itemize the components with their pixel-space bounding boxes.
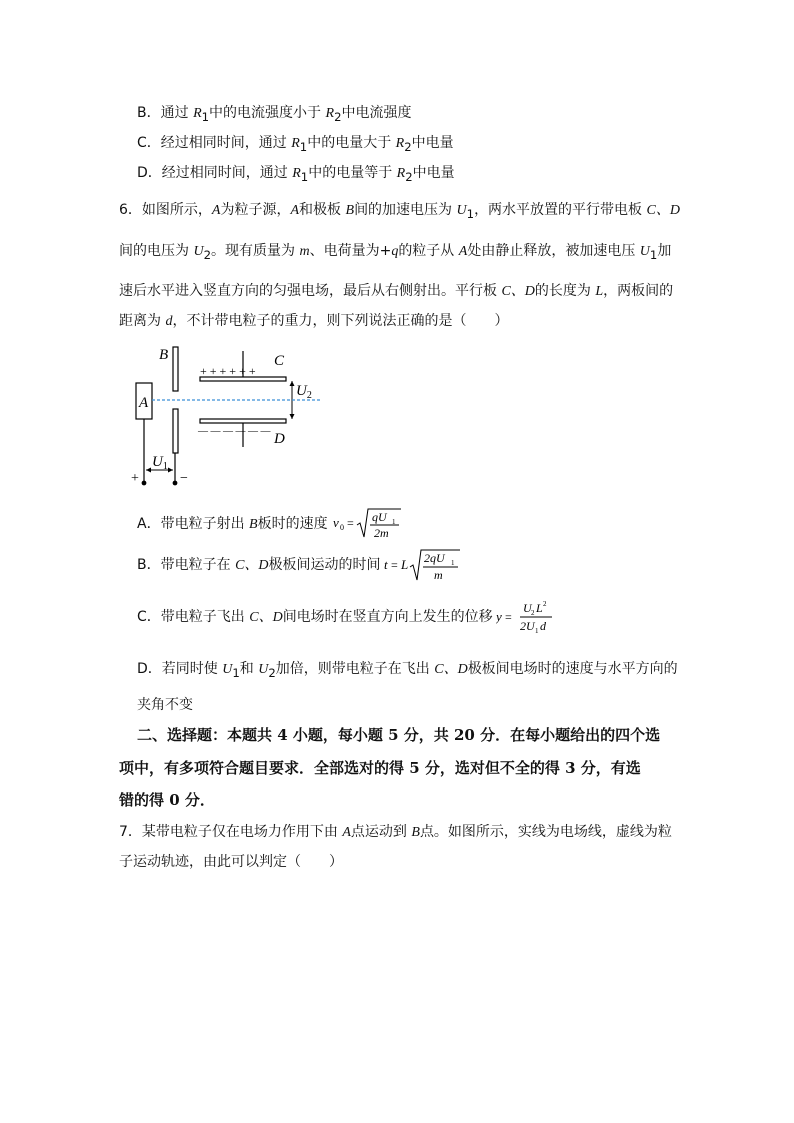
var: q <box>391 244 399 259</box>
y-symbol: y <box>496 609 502 624</box>
text: 速后水平进入竖直方向的匀强电场，最后从右侧射出。平行板 <box>119 283 502 299</box>
sub: 1 <box>299 139 308 154</box>
text: 间电场时在竖直方向上发生的位移 <box>282 609 493 625</box>
option-label: B． <box>137 105 161 121</box>
var: U <box>456 203 467 218</box>
text: 的粒子从 <box>398 243 459 259</box>
sub: 2 <box>203 247 211 262</box>
option-text: 通过 <box>160 105 194 121</box>
sub: 2 <box>268 665 276 680</box>
text: A．带电粒子射出 <box>137 516 250 532</box>
eq: = <box>391 558 398 572</box>
text: 和 <box>239 661 259 677</box>
var: A <box>290 203 300 218</box>
q5-option-d <box>137 163 455 187</box>
label-c: C <box>274 353 285 369</box>
var-r: R <box>325 106 335 121</box>
var: U <box>222 662 233 677</box>
plate-d <box>200 419 286 423</box>
section2-line3: 错的得 0 分． <box>119 791 215 809</box>
var-r: R <box>396 166 406 181</box>
option-text: 中的电流强度小于 <box>209 105 326 121</box>
option-text: 中的电量大于 <box>307 135 396 151</box>
q6-option-a <box>137 514 328 535</box>
text: 加 <box>657 243 672 259</box>
q7-stem-line1 <box>119 822 672 843</box>
num-sup: 2 <box>543 600 547 608</box>
var-r: R <box>395 136 405 151</box>
formula-y <box>496 596 556 636</box>
sub: 1 <box>466 206 475 221</box>
terminal-plus: + <box>131 471 139 486</box>
var-r: R <box>193 106 202 121</box>
text: ，不计带电粒子的重力，则下列说法正确的是（ ） <box>172 313 509 329</box>
num-l: L <box>536 601 543 615</box>
text: ，两板间的 <box>603 283 674 299</box>
text: D．若同时使 <box>137 661 223 677</box>
u2-arrowhead-bottom <box>290 414 295 419</box>
var: B <box>345 203 355 218</box>
label-b: B <box>159 347 169 363</box>
q6-option-c <box>137 607 493 628</box>
text: 间的电压为 <box>119 243 194 259</box>
text: 极板间电场时的速度与水平方向的 <box>467 661 678 677</box>
q6-option-b <box>137 555 381 576</box>
u1-arrowhead-left <box>146 468 151 473</box>
q6-option-d-line2: 夹角不变 <box>137 697 193 713</box>
text: 、电荷量为+ <box>309 243 392 259</box>
v0-sub: 0 <box>340 523 344 532</box>
sub: 2 <box>405 169 413 184</box>
eq: = <box>505 610 512 624</box>
text: 的长度为 <box>534 283 596 299</box>
den-d: d <box>540 619 546 633</box>
text: 7．某带电粒子仅在电场力作用下由 <box>119 824 343 840</box>
sub: 2 <box>334 109 342 124</box>
terminal-minus: − <box>180 471 188 486</box>
minus-signs: — — — — — — <box>198 426 271 437</box>
var: U <box>258 662 269 677</box>
var: A <box>458 244 468 259</box>
section2-line1: 二、选择题：本题共 4 小题，每小题 5 分，共 20 分．在每小题给出的四个选 <box>137 726 661 744</box>
text: 处由静止释放，被加速电压 <box>467 243 640 259</box>
var: C、D <box>434 662 468 677</box>
text: 为粒子源， <box>220 202 291 218</box>
option-text: 中的电量等于 <box>308 165 397 181</box>
num-u: U <box>523 601 532 615</box>
sub: 1 <box>649 247 658 262</box>
text: 点运动到 <box>350 824 412 840</box>
v0-symbol: v <box>333 515 339 530</box>
text: 板时的速度 <box>257 516 328 532</box>
q6-option-d <box>137 659 678 683</box>
option-text: 中电量 <box>412 165 455 181</box>
var: U <box>639 244 650 259</box>
var: m <box>299 244 310 259</box>
q6-stem-line2 <box>119 241 671 265</box>
option-label: D． <box>137 165 162 181</box>
circuit-diagram <box>128 343 328 488</box>
sub: 1 <box>201 109 210 124</box>
option-text: 经过相同时间，通过 <box>160 135 292 151</box>
var: B <box>249 517 258 532</box>
text: 6．如图所示， <box>119 202 212 218</box>
sub: 1 <box>232 665 240 680</box>
var: L <box>595 284 604 299</box>
var: U <box>193 244 204 259</box>
var: d <box>165 314 173 329</box>
den-2u: 2U <box>520 619 535 633</box>
text: ，两水平放置的平行带电板 <box>474 202 647 218</box>
l-symbol: L <box>401 557 409 572</box>
q7-stem-line2: 子运动轨迹，由此可以判定（ ） <box>119 854 343 870</box>
text: 间的加速电压为 <box>354 202 457 218</box>
option-label: C． <box>137 135 161 151</box>
var: A <box>211 203 221 218</box>
option-text: 经过相同时间，通过 <box>161 165 293 181</box>
var: B <box>411 825 420 840</box>
label-u2: $U_2$ <box>296 383 312 401</box>
sub: 1 <box>451 559 455 567</box>
var: C、D <box>249 610 283 625</box>
text: 和极板 <box>299 202 346 218</box>
den-sub: 1 <box>535 627 539 635</box>
denominator: m <box>434 568 443 582</box>
eq: = <box>347 516 354 530</box>
text: 点。如图所示，实线为电场线，虚线为粒 <box>419 824 672 840</box>
q6-stem-line4 <box>119 311 508 332</box>
text: C．带电粒子飞出 <box>137 609 250 625</box>
q5-option-c <box>137 133 454 157</box>
var: C、D <box>235 558 269 573</box>
num-sub: 2 <box>531 609 535 617</box>
text: B．带电粒子在 <box>137 557 236 573</box>
t-symbol: t <box>384 557 388 572</box>
terminal-plus-dot <box>142 481 147 486</box>
text: 距离为 <box>119 313 166 329</box>
var-r: R <box>291 136 300 151</box>
text: 。现有质量为 <box>211 243 300 259</box>
var: C、D <box>501 284 535 299</box>
option-text: 中电量 <box>411 135 454 151</box>
sub: 2 <box>404 139 412 154</box>
label-a: A <box>139 395 149 411</box>
sub: 1 <box>392 518 396 526</box>
text: 加倍，则带电粒子在飞出 <box>275 661 435 677</box>
u1-arrowhead-right <box>168 468 173 473</box>
section2-line2: 项中，有多项符合题目要求．全部选对的得 5 分，选对但不全的得 3 分，有选 <box>119 759 641 777</box>
terminal-minus-dot <box>173 481 178 486</box>
denominator: 2m <box>374 526 389 540</box>
q5-option-b <box>137 103 411 127</box>
q6-stem-line3 <box>119 281 673 302</box>
plus-signs: + + + + + + <box>200 364 256 378</box>
label-d: D <box>274 431 285 447</box>
var: C、D <box>646 203 680 218</box>
q6-stem-line1 <box>119 200 680 224</box>
var-r: R <box>292 166 301 181</box>
label-u1: $U_1$ <box>152 454 168 472</box>
var: A <box>342 825 351 840</box>
formula-t <box>384 546 464 584</box>
plate-b-lower <box>173 409 178 453</box>
numerator: qU <box>372 510 387 524</box>
sub: 1 <box>300 169 309 184</box>
numerator: 2qU <box>424 551 445 565</box>
formula-v0 <box>333 505 403 541</box>
option-text: 中电流强度 <box>341 105 412 121</box>
plate-b-upper <box>173 347 178 391</box>
u2-arrowhead-top <box>290 381 295 386</box>
text: 极板间运动的时间 <box>268 557 381 573</box>
